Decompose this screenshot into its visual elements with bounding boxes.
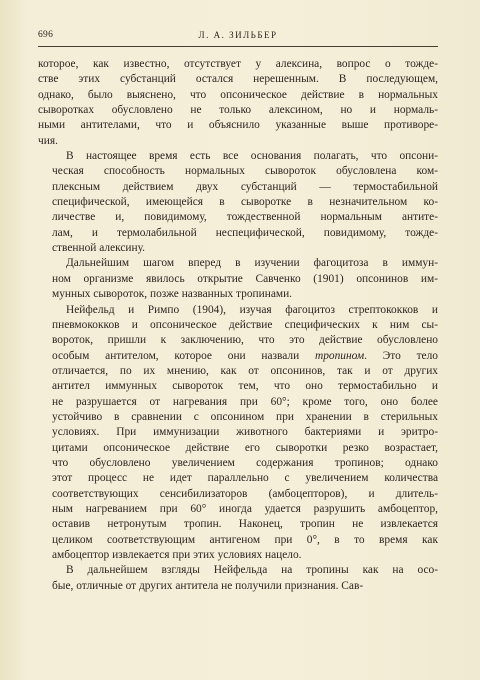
- text-line: особым антителом, которое они назвали тропином. Это тело: [52, 349, 438, 362]
- text-line: бые, отличные от других антитела не получили признания. Сав-: [52, 579, 364, 592]
- text-line: ными антителами, что и объяснило указанные выше противоре-: [38, 119, 438, 132]
- text-line: В дальнейшем взгляды Нейфельда на тропины как на осо-: [66, 564, 438, 577]
- text-line: однако, было выяснено, что опсоническое действие в нормальных: [38, 88, 438, 101]
- text-line: ным нагреванием при 60° иногда удается разрушить амбоцептор,: [52, 502, 438, 515]
- paragraph: [38, 303, 438, 564]
- page-header: [38, 28, 438, 44]
- text-line: В настоящее время есть все основания полагать, что опсони-: [66, 150, 438, 163]
- text-line: отличается, по их мнению, как от опсонинов, так и от других: [52, 364, 438, 377]
- text-line: целиком соответствующим антигеном при 0°, в то время как: [52, 533, 438, 546]
- text-line: антител иммунных сывороток тем, что оно термостабильно и: [52, 380, 438, 393]
- text-line: ственной алексину.: [52, 242, 146, 255]
- text-line: вороток, пришли к заключению, что это действие обусловлено: [52, 334, 438, 347]
- text-line: сыворотках обусловлено не только алексином, но и нормаль-: [38, 104, 438, 117]
- running-title: Л. А. ЗИЛЬБЕР: [198, 30, 278, 40]
- text-line: личестве и, повидимому, тождественной нормальным антите-: [52, 211, 438, 224]
- text-line: мунных сывороток, позже названных тропинами.: [52, 288, 293, 301]
- paragraph: [38, 256, 438, 302]
- text-line: условиях. При иммунизации животного бактериями и эритро-: [52, 426, 438, 439]
- text-line: этот процесс не идет параллельно с увеличением количества: [52, 472, 438, 485]
- text-line: что обусловлено увеличением содержания тропинов; однако: [52, 456, 438, 469]
- page-number: 696: [38, 30, 54, 40]
- paragraph: [38, 57, 438, 149]
- text-line: лам, и термолабильной неспецифической, повидимому, тожде-: [52, 226, 438, 239]
- text-line: амбоцептор извлекается при этих условиях нацело.: [52, 549, 302, 561]
- text-line: Дальнейшим шагом вперед в изучении фагоцитоза в иммун-: [66, 257, 438, 270]
- text-line: цитами опсоническое действие его сыворотки резко возрастает,: [52, 441, 438, 454]
- italic-term: тропином: [314, 349, 365, 362]
- text-line: пневмококков и опсоническое действие специфических к ним сы-: [52, 318, 438, 331]
- text-line: устойчиво в сравнении с опсонином при хранении в стерильных: [52, 410, 438, 423]
- text-line: чия.: [38, 134, 58, 147]
- body-text: [38, 57, 438, 594]
- text-line: плексным действием двух субстанций — термостабильной: [52, 180, 438, 193]
- paragraph: [38, 149, 438, 256]
- text-line: ном организме явилось открытие Савченко (1901) опсонинов им-: [52, 272, 438, 285]
- text-line: оставив нетронутым тропин. Наконец, тропин не извлекается: [52, 518, 438, 531]
- text-line: соответствующих сенсибилизаторов (амбоцепторов), и длитель-: [52, 487, 438, 500]
- text-line: не разрушается от нагревания при 60°; кроме того, оно более: [52, 395, 438, 408]
- text-line: Нейфельд и Римпо (1904), изучая фагоцитоз стрептококков и: [66, 303, 438, 316]
- paragraph: [38, 563, 438, 594]
- header-rule: [38, 46, 438, 47]
- text-line: стве этих субстанций остался нерешенным. В последующем,: [38, 73, 438, 86]
- text-line: специфической, имеющейся в сыворотке в незначительном ко-: [52, 196, 438, 209]
- text-line: которое, как известно, отсутствует у алексина, вопрос о тожде-: [38, 58, 438, 70]
- text-line: ческая способность нормальных сывороток обусловлена ком-: [52, 165, 438, 178]
